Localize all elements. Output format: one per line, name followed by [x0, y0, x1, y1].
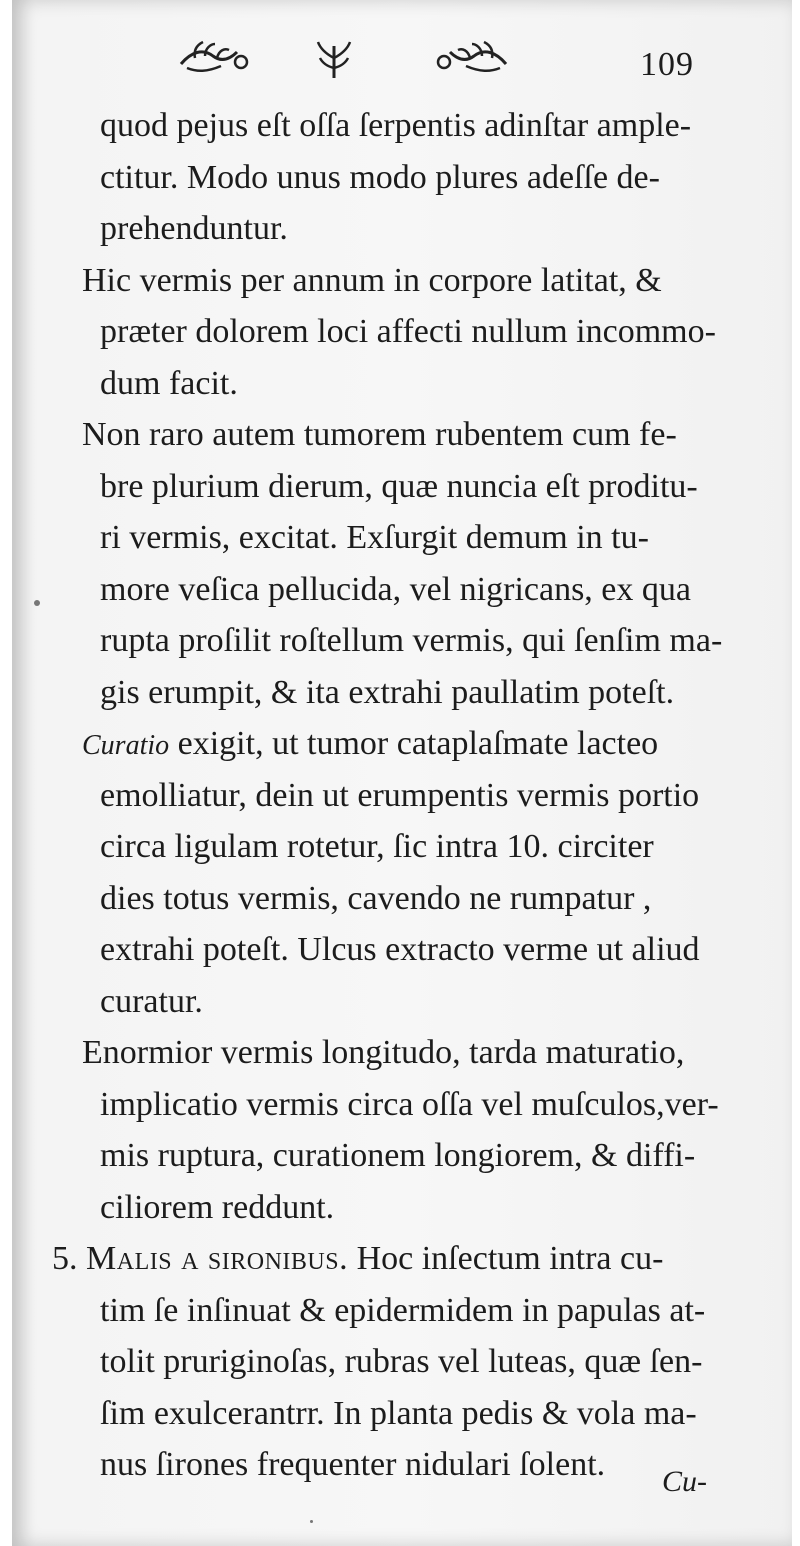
text-line: ri vermis, excitat. Exſurgit demum in tu-	[100, 519, 649, 556]
curatio-label: Curatio	[82, 730, 170, 761]
paper-speck	[34, 600, 40, 606]
text-line: dum facit.	[100, 364, 238, 402]
fleuron-right-icon	[430, 38, 510, 78]
book-page	[12, 0, 792, 1546]
text-line: tim ſe inſinuat & epidermidem in papulas at-	[100, 1291, 706, 1329]
curatio-line	[82, 718, 658, 770]
text-line: quod pejus eſt oſſa ſerpentis adinſtar ample-	[100, 107, 692, 144]
fleuron-center-icon	[312, 38, 356, 82]
curatio-text: exigit, ut tumor cataplaſmate lacteo	[169, 725, 659, 762]
text-line: gis erumpit, & ita extrahi paullatim poteſt.	[100, 673, 675, 711]
text-line: præter dolorem loci affecti nullum incommo-	[100, 313, 716, 350]
text-line: bre plurium dierum, quæ nuncia eſt proditu-	[100, 467, 698, 505]
catchword: Cu-	[662, 1465, 707, 1498]
text-line: ctitur. Modo unus modo plures adeſſe de-	[100, 158, 660, 196]
text-line: prehenduntur.	[100, 210, 288, 247]
text-line: Non raro autem tumorem rubentem cum fe-	[82, 416, 677, 453]
text-line: ciliorem reddunt.	[100, 1188, 335, 1226]
section-number: 5.	[52, 1240, 78, 1277]
section-text: Hoc inſectum intra cu-	[348, 1240, 664, 1277]
text-line: dies totus vermis, cavendo ne rumpatur ,	[100, 879, 652, 917]
page-header	[12, 38, 792, 98]
text-line: implicatio vermis circa oſſa vel muſculos,ver-	[100, 1085, 719, 1123]
text-line: emolliatur, dein ut erumpentis vermis portio	[100, 776, 700, 814]
page-number: 109	[640, 46, 694, 83]
text-line: ſim exulcerantrr. In planta pedis & vola ma-	[100, 1394, 697, 1432]
fleuron-left-icon	[177, 38, 257, 78]
text-line: curatur.	[100, 982, 203, 1020]
text-line: Enormior vermis longitudo, tarda maturatio,	[82, 1034, 685, 1071]
text-line: circa ligulam rotetur, ſic intra 10. circiter	[100, 828, 654, 865]
text-line: mis ruptura, curationem longiorem, & diffi-	[100, 1137, 696, 1174]
section-heading: Malis a sironibus.	[86, 1240, 349, 1277]
text-line: extrahi poteſt. Ulcus extracto verme ut aliud	[100, 931, 700, 968]
text-line: rupta proſilit roſtellum vermis, qui ſenſim ma-	[100, 622, 723, 659]
text-line: nus ſirones frequenter nidulari ſolent.	[100, 1446, 606, 1483]
text-line: tolit pruriginoſas, rubras vel luteas, quæ ſen-	[100, 1343, 703, 1380]
text-line: Hic vermis per annum in corpore latitat, &	[82, 261, 662, 299]
text-line: more veſica pellucida, vel nigricans, ex qua	[100, 570, 691, 608]
section-heading-line	[52, 1233, 663, 1285]
paper-speck	[310, 1520, 313, 1523]
